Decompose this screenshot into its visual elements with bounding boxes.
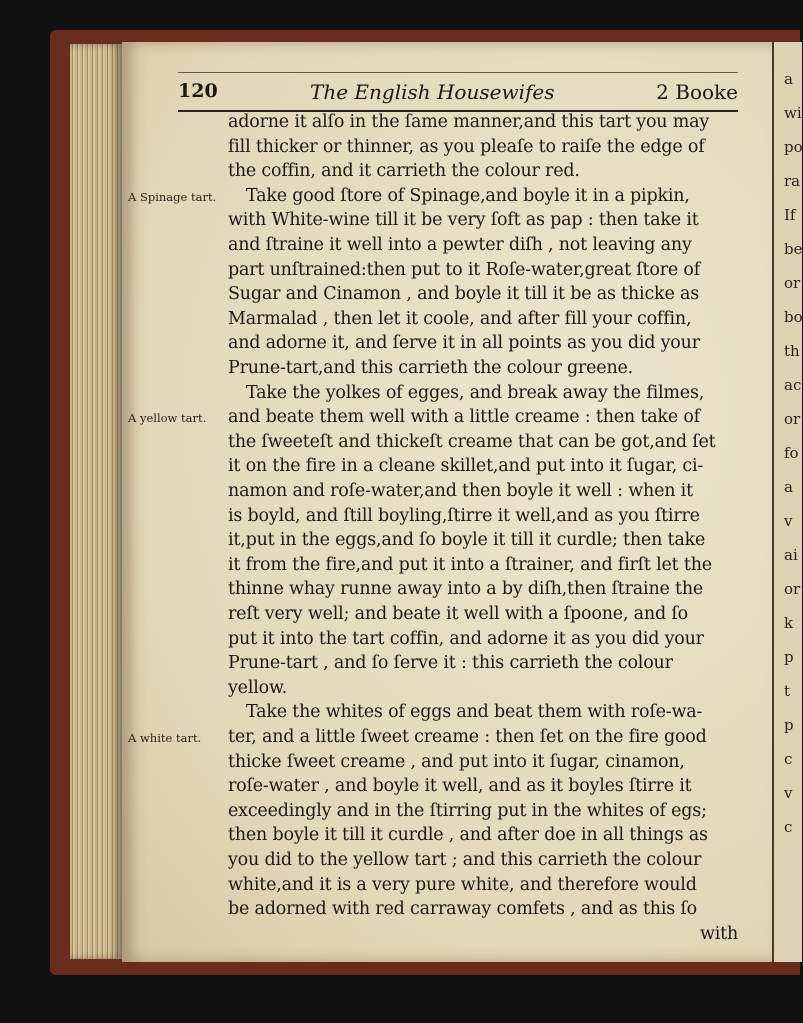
text-line: put it into the tart coffin, and adorne it as you did your: [228, 628, 704, 649]
facing-page-fragment: a: [784, 478, 793, 496]
text-line: part unſtrained:then put to it Roſe-water,great ſtore of: [228, 259, 701, 280]
text-line: the ſweeteſt and thickeſt creame that can be got,and ſet: [228, 431, 716, 452]
text-line: ter, and a little ſweet creame : then ſet on the fire good: [228, 727, 707, 747]
text-line: and adorne it, and ſerve it in all points as you did your: [228, 333, 700, 354]
text-line: thinne whay runne away into a by diſh,then ſtraine the: [228, 579, 704, 600]
facing-page-fragment: bo: [784, 308, 803, 326]
text-line: is boyld, and ſtill boyling,ſtirre it well,and as you ſtirre: [228, 505, 700, 526]
facing-page-fragment: v: [784, 512, 793, 530]
text-line: reſt very well; and beate it well with a ſpoone, and ſo: [228, 604, 688, 624]
facing-page-fragment: ac: [784, 376, 802, 394]
text-line: and ſtraine it well into a pewter diſh , not leaving any: [228, 235, 692, 255]
facing-page-fragment: p: [784, 648, 794, 666]
facing-page-fragment: a: [784, 70, 793, 88]
text-line: yellow.: [228, 677, 288, 698]
page-number: 120: [178, 80, 218, 102]
facing-page-fragment: or: [784, 274, 801, 292]
text-line: it,put in the eggs,and ſo boyle it till it curdle; then take: [228, 530, 706, 551]
text-line: with White-wine till it be very ſoft as pap : then take it: [228, 210, 699, 231]
facing-page-fragment: be: [784, 240, 803, 258]
facing-page-fragment: t: [784, 682, 791, 700]
text-line: it on the fire in a cleane skillet,and put into it ſugar, ci-: [228, 456, 704, 477]
text-line: fill thicker or thinner, as you pleaſe to raiſe the edge of: [228, 136, 705, 157]
text-line: you did to the yellow tart ; and this carrieth the colour: [228, 850, 702, 870]
text-line: it from the fire,and put it into a ſtrainer, and firſt let the: [228, 554, 712, 575]
facing-page-fragment: or: [784, 580, 801, 598]
text-line: Take the whites of eggs and beat them with roſe-wa-: [246, 702, 703, 723]
text-line: roſe-water , and boyle it well, and as it boyles ſtirre it: [228, 776, 692, 797]
text-line: Prune-tart , and ſo ſerve it : this carrieth the colour: [228, 653, 673, 674]
facing-page-fragment: ra: [784, 172, 801, 190]
facing-page-fragment: fo: [784, 444, 799, 462]
facing-page-fragment: c: [784, 750, 793, 768]
facing-page-fragment: k: [784, 614, 794, 632]
text-line: Take good ſtore of Spinage,and boyle it in a pipkin,: [246, 185, 690, 206]
text-line: the coffin, and it carrieth the colour red.: [228, 161, 580, 182]
text-line: namon and roſe-water,and then boyle it well : when it: [228, 481, 693, 501]
text-line: and beate them well with a little creame : then take of: [228, 407, 700, 428]
text-line: adorne it alſo in the ſame manner,and this tart you may: [228, 112, 710, 132]
margin-note: A Spinage tart.: [128, 189, 217, 204]
text-line: Sugar and Cinamon , and boyle it till it be as thicke as: [228, 284, 699, 305]
facing-page-fragment: v: [784, 784, 793, 802]
running-title: The English Housewifes: [310, 80, 555, 104]
facing-page-fragment: or: [784, 410, 801, 428]
text-line: Marmalad , then let it coole, and after fill your coffin,: [228, 308, 692, 329]
facing-page-fragment: po: [784, 138, 803, 156]
facing-page-fragment: ai: [784, 546, 798, 564]
margin-note: A white tart.: [128, 731, 202, 745]
text-line: Prune-tart,and this carrieth the colour greene.: [228, 358, 634, 378]
text-line: with: [700, 923, 739, 944]
text-line: then boyle it till it curdle , and after doe in all things as: [228, 825, 708, 846]
text-line: exceedingly and in the ſtirring put in the whites of egs;: [228, 800, 707, 821]
margin-note: A yellow tart.: [128, 411, 207, 426]
text-line: be adorned with red carraway comfets , and as this ſo: [228, 899, 698, 920]
facing-page-fragment: c: [784, 818, 793, 836]
text-line: white,and it is a very pure white, and therefore would: [228, 874, 697, 895]
book-label: 2 Booke: [656, 80, 738, 104]
text-line: thicke ſweet creame , and put into it ſugar, cinamon,: [228, 751, 685, 772]
facing-page-fragment: wi: [784, 104, 802, 122]
facing-page-fragment: If: [784, 206, 796, 224]
text-line: Take the yolkes of egges, and break away the filmes,: [246, 382, 705, 403]
facing-page-fragment: th: [784, 342, 800, 360]
facing-page-fragment: p: [784, 716, 794, 734]
